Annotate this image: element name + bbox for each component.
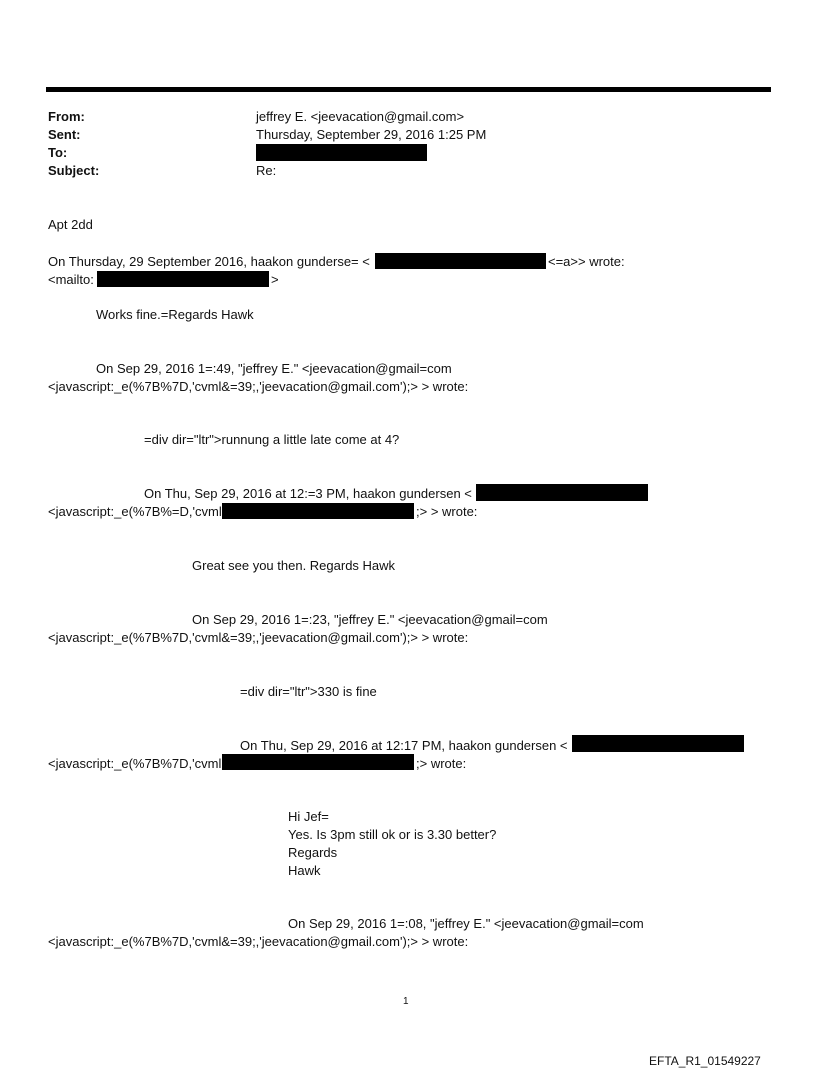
quote5-redaction-1: [572, 735, 744, 752]
to-redaction: [256, 144, 427, 161]
sent-value: Thursday, September 29, 2016 1:25 PM: [256, 127, 487, 142]
quote5-line2-end: ;> wrote:: [416, 756, 467, 771]
quote3-line2-start: <javascript:_e(%7B%=D,'cvml: [48, 504, 222, 519]
message-5-line1: Hi Jef=: [288, 809, 329, 824]
quote1-line2-start: <mailto:: [48, 272, 94, 287]
quote5-line2-start: <javascript:_e(%7B%7D,'cvml: [48, 756, 222, 771]
quote3-line1-start: On Thu, Sep 29, 2016 at 12:=3 PM, haakon gundersen <: [144, 486, 472, 501]
quote2-line1: On Sep 29, 2016 1=:49, "jeffrey E." <jeevacation@gmail=com: [96, 361, 452, 376]
quote5-redaction-2: [222, 754, 414, 770]
header-rule: [46, 87, 771, 92]
quote3-redaction-1: [476, 484, 648, 501]
body-line-apt: Apt 2dd: [48, 217, 93, 232]
document-id-footer: EFTA_R1_01549227: [649, 1054, 761, 1068]
quote1-line1-start: On Thursday, 29 September 2016, haakon gunderse= <: [48, 254, 370, 269]
quote3-redaction-2: [222, 503, 414, 519]
quote1-line1-end: <=a>> wrote:: [548, 254, 625, 269]
subject-label: Subject:: [48, 163, 100, 178]
message-5-line2: Yes. Is 3pm still ok or is 3.30 better?: [288, 827, 497, 842]
quote6-line1: On Sep 29, 2016 1=:08, "jeffrey E." <jeevacation@gmail=com: [288, 916, 644, 931]
quote1-line2-end: >: [271, 272, 279, 287]
subject-value: Re:: [256, 163, 277, 178]
message-5-line3: Regards: [288, 845, 338, 860]
quote3-line2-end: ;> > wrote:: [416, 504, 478, 519]
message-5-line4: Hawk: [288, 863, 321, 878]
quote1-redaction-2: [97, 271, 269, 287]
sent-label: Sent:: [48, 127, 81, 142]
quote5-line1-start: On Thu, Sep 29, 2016 at 12:17 PM, haakon gundersen <: [240, 738, 568, 753]
quote2-line2: <javascript:_e(%7B%7D,'cvml&=39;,'jeevacation@gmail.com');> > wrote:: [48, 379, 469, 394]
message-1: Works fine.=Regards Hawk: [96, 307, 254, 322]
from-label: From:: [48, 109, 85, 124]
quote6-line2: <javascript:_e(%7B%7D,'cvml&=39;,'jeevacation@gmail.com');> > wrote:: [48, 934, 469, 949]
to-label: To:: [48, 145, 68, 160]
message-2: =div dir="ltr">runnung a little late come at 4?: [144, 432, 400, 447]
page-number: 1: [403, 996, 409, 1007]
message-3: Great see you then. Regards Hawk: [192, 558, 396, 573]
quote4-line1: On Sep 29, 2016 1=:23, "jeffrey E." <jeevacation@gmail=com: [192, 612, 548, 627]
quote1-redaction-1: [375, 253, 546, 269]
message-4: =div dir="ltr">330 is fine: [240, 684, 377, 699]
from-value: jeffrey E. <jeevacation@gmail.com>: [256, 109, 465, 124]
quote4-line2: <javascript:_e(%7B%7D,'cvml&=39;,'jeevacation@gmail.com');> > wrote:: [48, 630, 469, 645]
